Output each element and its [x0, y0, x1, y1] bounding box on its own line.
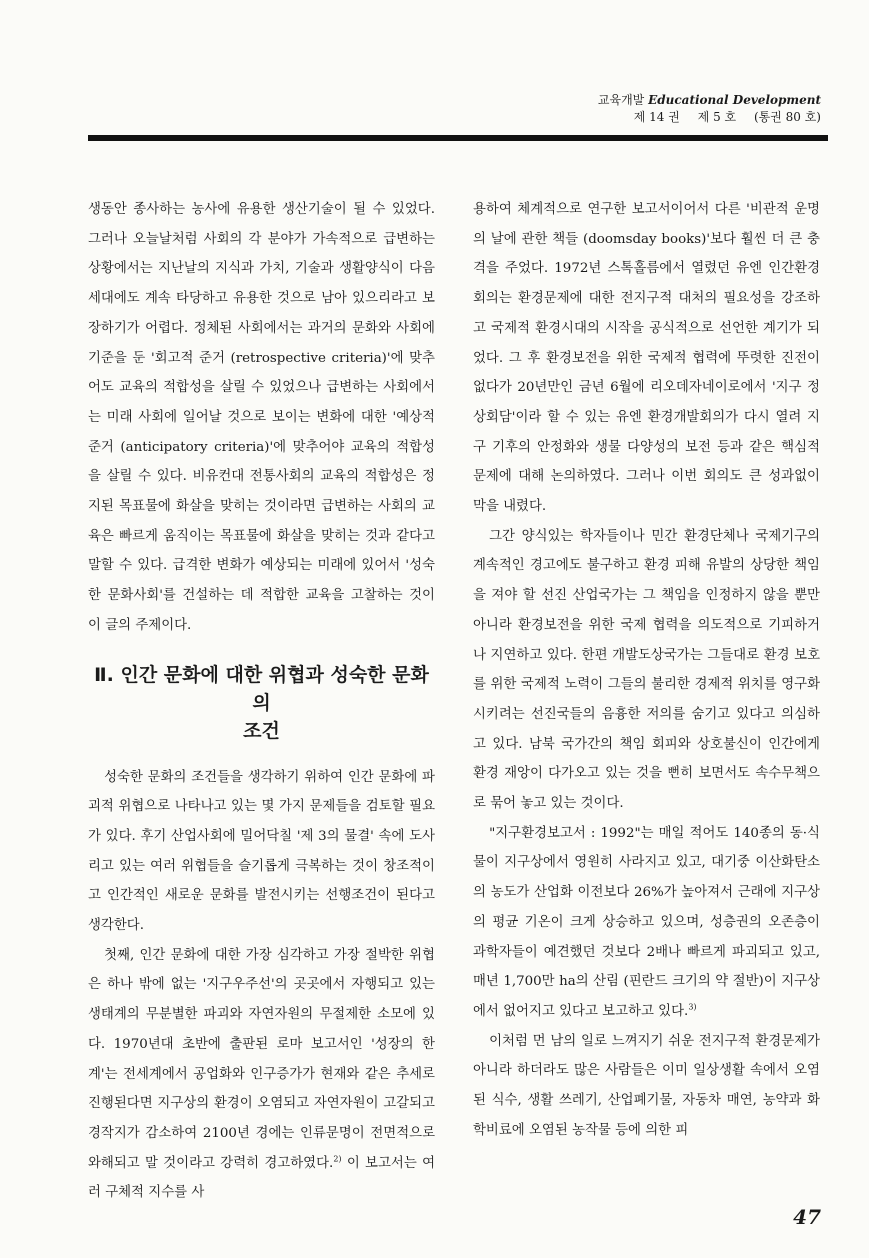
right-column — [473, 195, 820, 1146]
journal-title-ko: 교육개발 — [597, 93, 645, 107]
paragraph-text: 이 보고서는 여러 구체적 지수를 사 — [88, 1155, 435, 1201]
paragraph — [473, 819, 820, 1027]
paragraph: 성숙한 문화의 조건들을 생각하기 위하여 인간 문화에 파괴적 위협으로 나타나고 있는 몇 가지 문제들을 검토할 필요가 있다. 후기 산업사회에 밀어닥칠 '제 3의 물결' 속에 도사리고 있는 여러 위협들을 슬기롭게 극복하는 것이 창조적이고 인간적인 새로운 문화를 발전시키는 선행조건이 된다고 생각한다. — [88, 769, 435, 934]
page-number: 47 — [793, 1205, 821, 1229]
paragraph-text: 첫째, 인간 문화에 대한 가장 심각하고 가장 절박한 위협은 하나 밖에 없는 '지구우주선'의 곳곳에서 자행되고 있는 생태계의 무분별한 파괴와 자연자원의 무절제한 소모에 있다. 1970년대 초반에 출판된 로마 보고서인 '성장의 한계'는 전세계에서 공업화와 인구증가가 현재와 같은 추세로 진행된다면 지구상의 환경이 오염되고 자연자원이 고갈되고 경작지가 감소하여 2100년 경에는 인류문명이 전면적으로 와해되고 말 것이라고 강력히 경고하였다. — [88, 947, 435, 1171]
section-title-line: Ⅱ. 인간 문화에 대한 위협과 성숙한 문화의 — [94, 663, 429, 714]
footnote-ref: 2) — [333, 1154, 342, 1164]
journal-title — [598, 92, 821, 109]
paragraph: 그간 양식있는 학자들이나 민간 환경단체나 국제기구의 계속적인 경고에도 불구하고 환경 피해 유발의 상당한 책임을 져야 할 선진 산업국가는 그 책임을 인정하지 않을 뿐만 아니라 환경보전을 위한 국제 협력을 의도적으로 기피하거나 지연하고 있다. 한편 개발도상국가는 그들대로 환경 보호를 위한 국제적 노력이 그들의 불리한 경제적 위치를 영구화시키려는 선진국들의 음흉한 저의를 숨기고 있다고 의심하고 있다. 남북 국가간의 책임 회피와 상호불신이 인간에게 환경 재앙이 다가오고 있는 것을 뻔히 보면서도 속수무책으로 묶어 놓고 있는 것이다. — [473, 528, 820, 812]
section-title — [88, 661, 435, 745]
paragraph: 용하여 체계적으로 연구한 보고서이어서 다른 '비관적 운명의 날에 관한 책들 (doomsday books)'보다 훨씬 더 큰 충격을 주었다. 1972년 스톡홀름에서 열렸던 유엔 인간환경회의는 환경문제에 대한 전지구적 대처의 필요성을 강조하고 국제적 환경시대의 시작을 공식적으로 선언한 계기가 되었다. 그 후 환경보전을 위한 국제적 협력에 뚜렷한 진전이 없다가 20년만인 금년 6월에 리오데자네이로에서 '지구 정상회담'이라 할 수 있는 유엔 환경개발회의가 다시 열려 지구 기후의 안정화와 생물 다양성의 보전 등과 같은 핵심적 문제에 대해 논의하였다. 그러나 이번 회의도 큰 성과없이 막을 내렸다. — [473, 202, 820, 515]
issue: 제 5 호 — [697, 110, 737, 124]
paragraph-text: "지구환경보고서 : 1992"는 매일 적어도 140종의 동·식물이 지구상에서 영원히 사라지고 있고, 대기중 이산화탄소의 농도가 산업화 이전보다 26%가 높아져서 근래에 지구상의 평균 기온이 크게 상승하고 있으며, 성층권의 오존층이 과학자들이 예견했던 것보다 2배나 빠르게 파괴되고 있고, 매년 1,700만 ha의 산림 (핀란드 크기의 약 절반)이 지구상에서 없어지고 있다고 보고하고 있다. — [473, 825, 820, 1019]
total-issue: (통권 80 호) — [753, 110, 821, 124]
left-column — [88, 195, 435, 1208]
paragraph: 생동안 종사하는 농사에 유용한 생산기술이 될 수 있었다. 그러나 오늘날처럼 사회의 각 분야가 가속적으로 급변하는 상황에서는 지난날의 지식과 가치, 기술과 생활양식이 다음 세대에도 계속 타당하고 유용한 것으로 남아 있으리라고 보장하기가 어렵다. 정체된 사회에서는 과거의 문화와 사회에 기준을 둔 '회고적 준거 (retrospective criteria)'에 맞추어도 교육의 적합성을 살릴 수 있었으나 급변하는 사회에서는 미래 사회에 일어날 것으로 보이는 변화에 대한 '예상적 준거 (anticipatory criteria)'에 맞추어야 교육의 적합성을 살릴 수 있다. 비유컨대 전통사회의 교육의 적합성은 정지된 목표물에 화살을 맞히는 것이라면 급변하는 사회의 교육은 빠르게 움직이는 목표물에 화살을 맞히는 것과 같다고 말할 수 있다. 급격한 변화가 예상되는 미래에 있어서 '성숙한 문화사회'를 건설하는 데 적합한 교육을 고찰하는 것이 이 글의 주제이다. — [88, 202, 435, 633]
section-title-line: 조건 — [243, 719, 280, 742]
volume: 제 14 권 — [633, 110, 680, 124]
running-header — [598, 92, 821, 126]
footnote-ref: 3) — [688, 1002, 697, 1012]
paragraph: 이처럼 먼 남의 일로 느껴지기 쉬운 전지구적 환경문제가 아니라 하더라도 많은 사람들은 이미 일상생활 속에서 오염된 식수, 생활 쓰레기, 산업폐기물, 자동차 매연, 농약과 화학비료에 오염된 농작물 등에 의한 피 — [473, 1033, 820, 1138]
paragraph — [88, 941, 435, 1208]
journal-title-en: Educational Development — [648, 93, 821, 107]
header-rule — [88, 135, 828, 141]
volume-info — [598, 109, 821, 126]
